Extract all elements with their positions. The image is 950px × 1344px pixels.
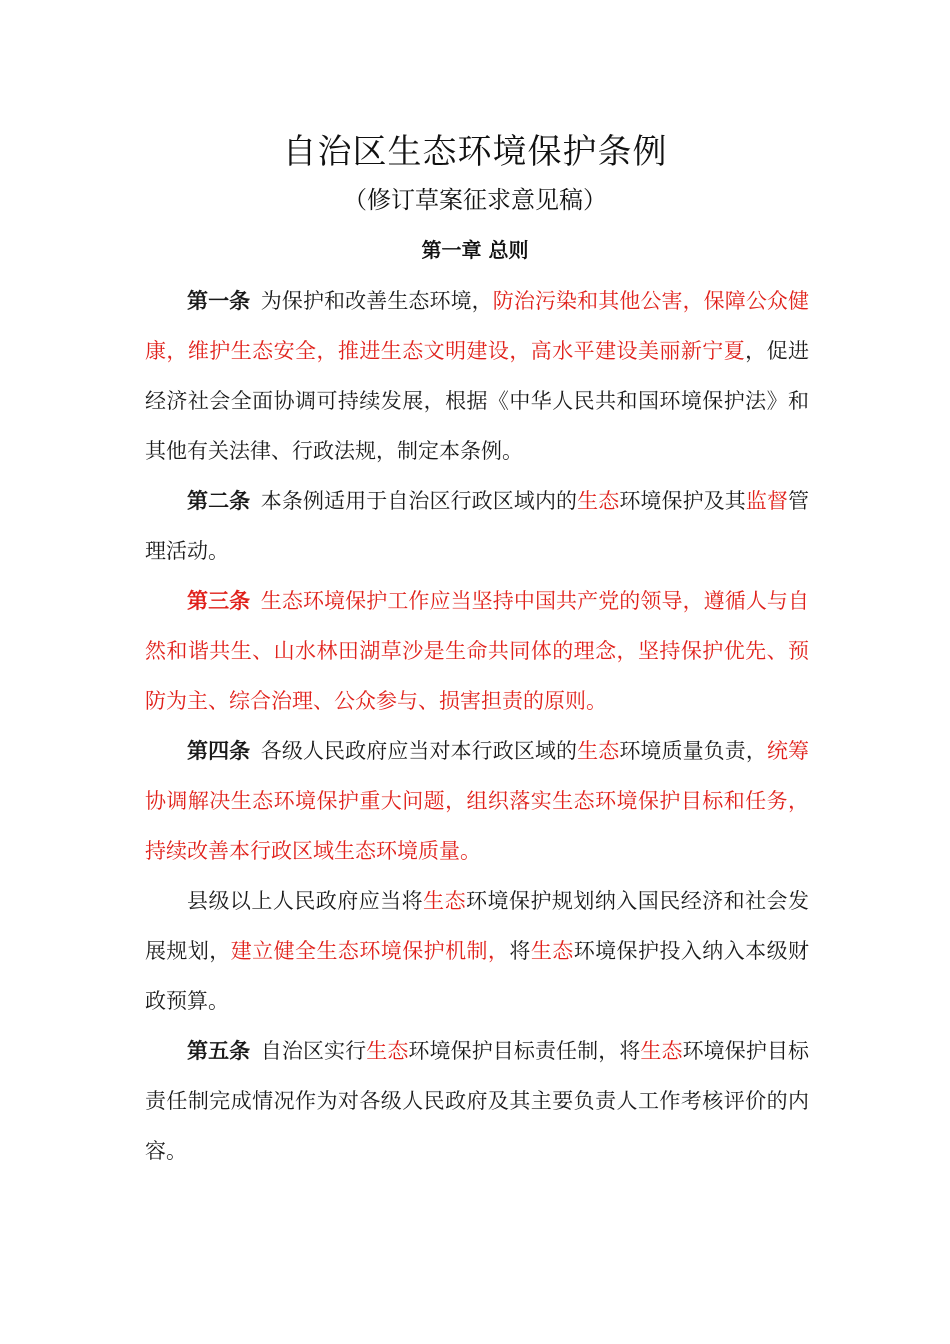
- highlight-segment: 生态: [577, 739, 620, 763]
- highlight-segment: 生态环境保护工作应当坚持中国共产党的领导，遵循人与自然和谐共生、山水林田湖草沙是生命共同体的理念，坚持保护优先、预防为主、综合治理、公众参与、损害担责的原则。: [145, 589, 810, 713]
- text-segment: 各级人民政府应当对本行政区域的: [260, 739, 578, 763]
- article-5: [145, 1026, 809, 1176]
- highlight-segment: 生态: [640, 1039, 683, 1063]
- highlight-segment: 监督: [745, 489, 789, 513]
- document-body: [145, 276, 809, 1176]
- article-label: 第三条: [187, 589, 251, 613]
- text-segment: 环境保护及其: [619, 489, 746, 513]
- article-4: [145, 726, 809, 876]
- text-segment: 环境质量负责，: [619, 739, 767, 763]
- article-4-clause-2: [145, 876, 809, 1026]
- article-label: 第五条: [187, 1039, 251, 1063]
- document-subtitle: （修订草案征求意见稿）: [343, 186, 607, 214]
- chapter-heading: 第一章 总则: [421, 238, 529, 262]
- highlight-segment: 统筹协调解决生态环境保护重大问题，组织落实生态环境保护目标和任务，持续改善本行政区域生态环境质量。: [145, 739, 810, 863]
- text-segment: 县级以上人民政府应当将: [187, 889, 424, 913]
- text-segment: 环境保护目标责任制完成情况作为对各级人民政府及其主要负责人工作考核评价的内容。: [145, 1039, 810, 1163]
- article-1: [145, 276, 809, 476]
- highlight-segment: 生态: [577, 489, 620, 513]
- text-segment: 为保护和改善生态环境，: [260, 289, 493, 313]
- highlight-segment: 防治污染和其他公害，保障公众健康，维护生态安全，推进生态文明建设，高水平建设美丽新宁夏: [145, 289, 810, 363]
- article-label: 第四条: [187, 739, 251, 763]
- highlight-segment: 建立健全生态环境保护机制，: [230, 939, 510, 963]
- highlight-segment: 生态: [530, 939, 574, 963]
- text-segment: 本条例适用于自治区行政区域内的: [260, 489, 578, 513]
- text-segment: 环境保护规划纳入国民经济和社会发展规划，: [145, 889, 810, 963]
- highlight-segment: 生态: [423, 889, 467, 913]
- text-segment: 自治区实行: [260, 1039, 367, 1063]
- document-title: 自治区生态环境保护条例: [282, 132, 668, 172]
- text-segment: 环境保护投入纳入本级财政预算。: [145, 939, 810, 1013]
- article-label: 第二条: [187, 489, 251, 513]
- article-3: [145, 576, 809, 726]
- text-segment: ，促进经济社会全面协调可持续发展，根据《中华人民共和国环境保护法》和其他有关法律、行政法规，制定本条例。: [145, 339, 810, 463]
- text-segment: 管理活动。: [145, 489, 810, 563]
- text-segment: 环境保护目标责任制，将: [408, 1039, 641, 1063]
- article-2: [145, 476, 809, 576]
- article-label: 第一条: [187, 289, 251, 313]
- text-segment: 将: [509, 939, 531, 963]
- highlight-segment: 生态: [366, 1039, 409, 1063]
